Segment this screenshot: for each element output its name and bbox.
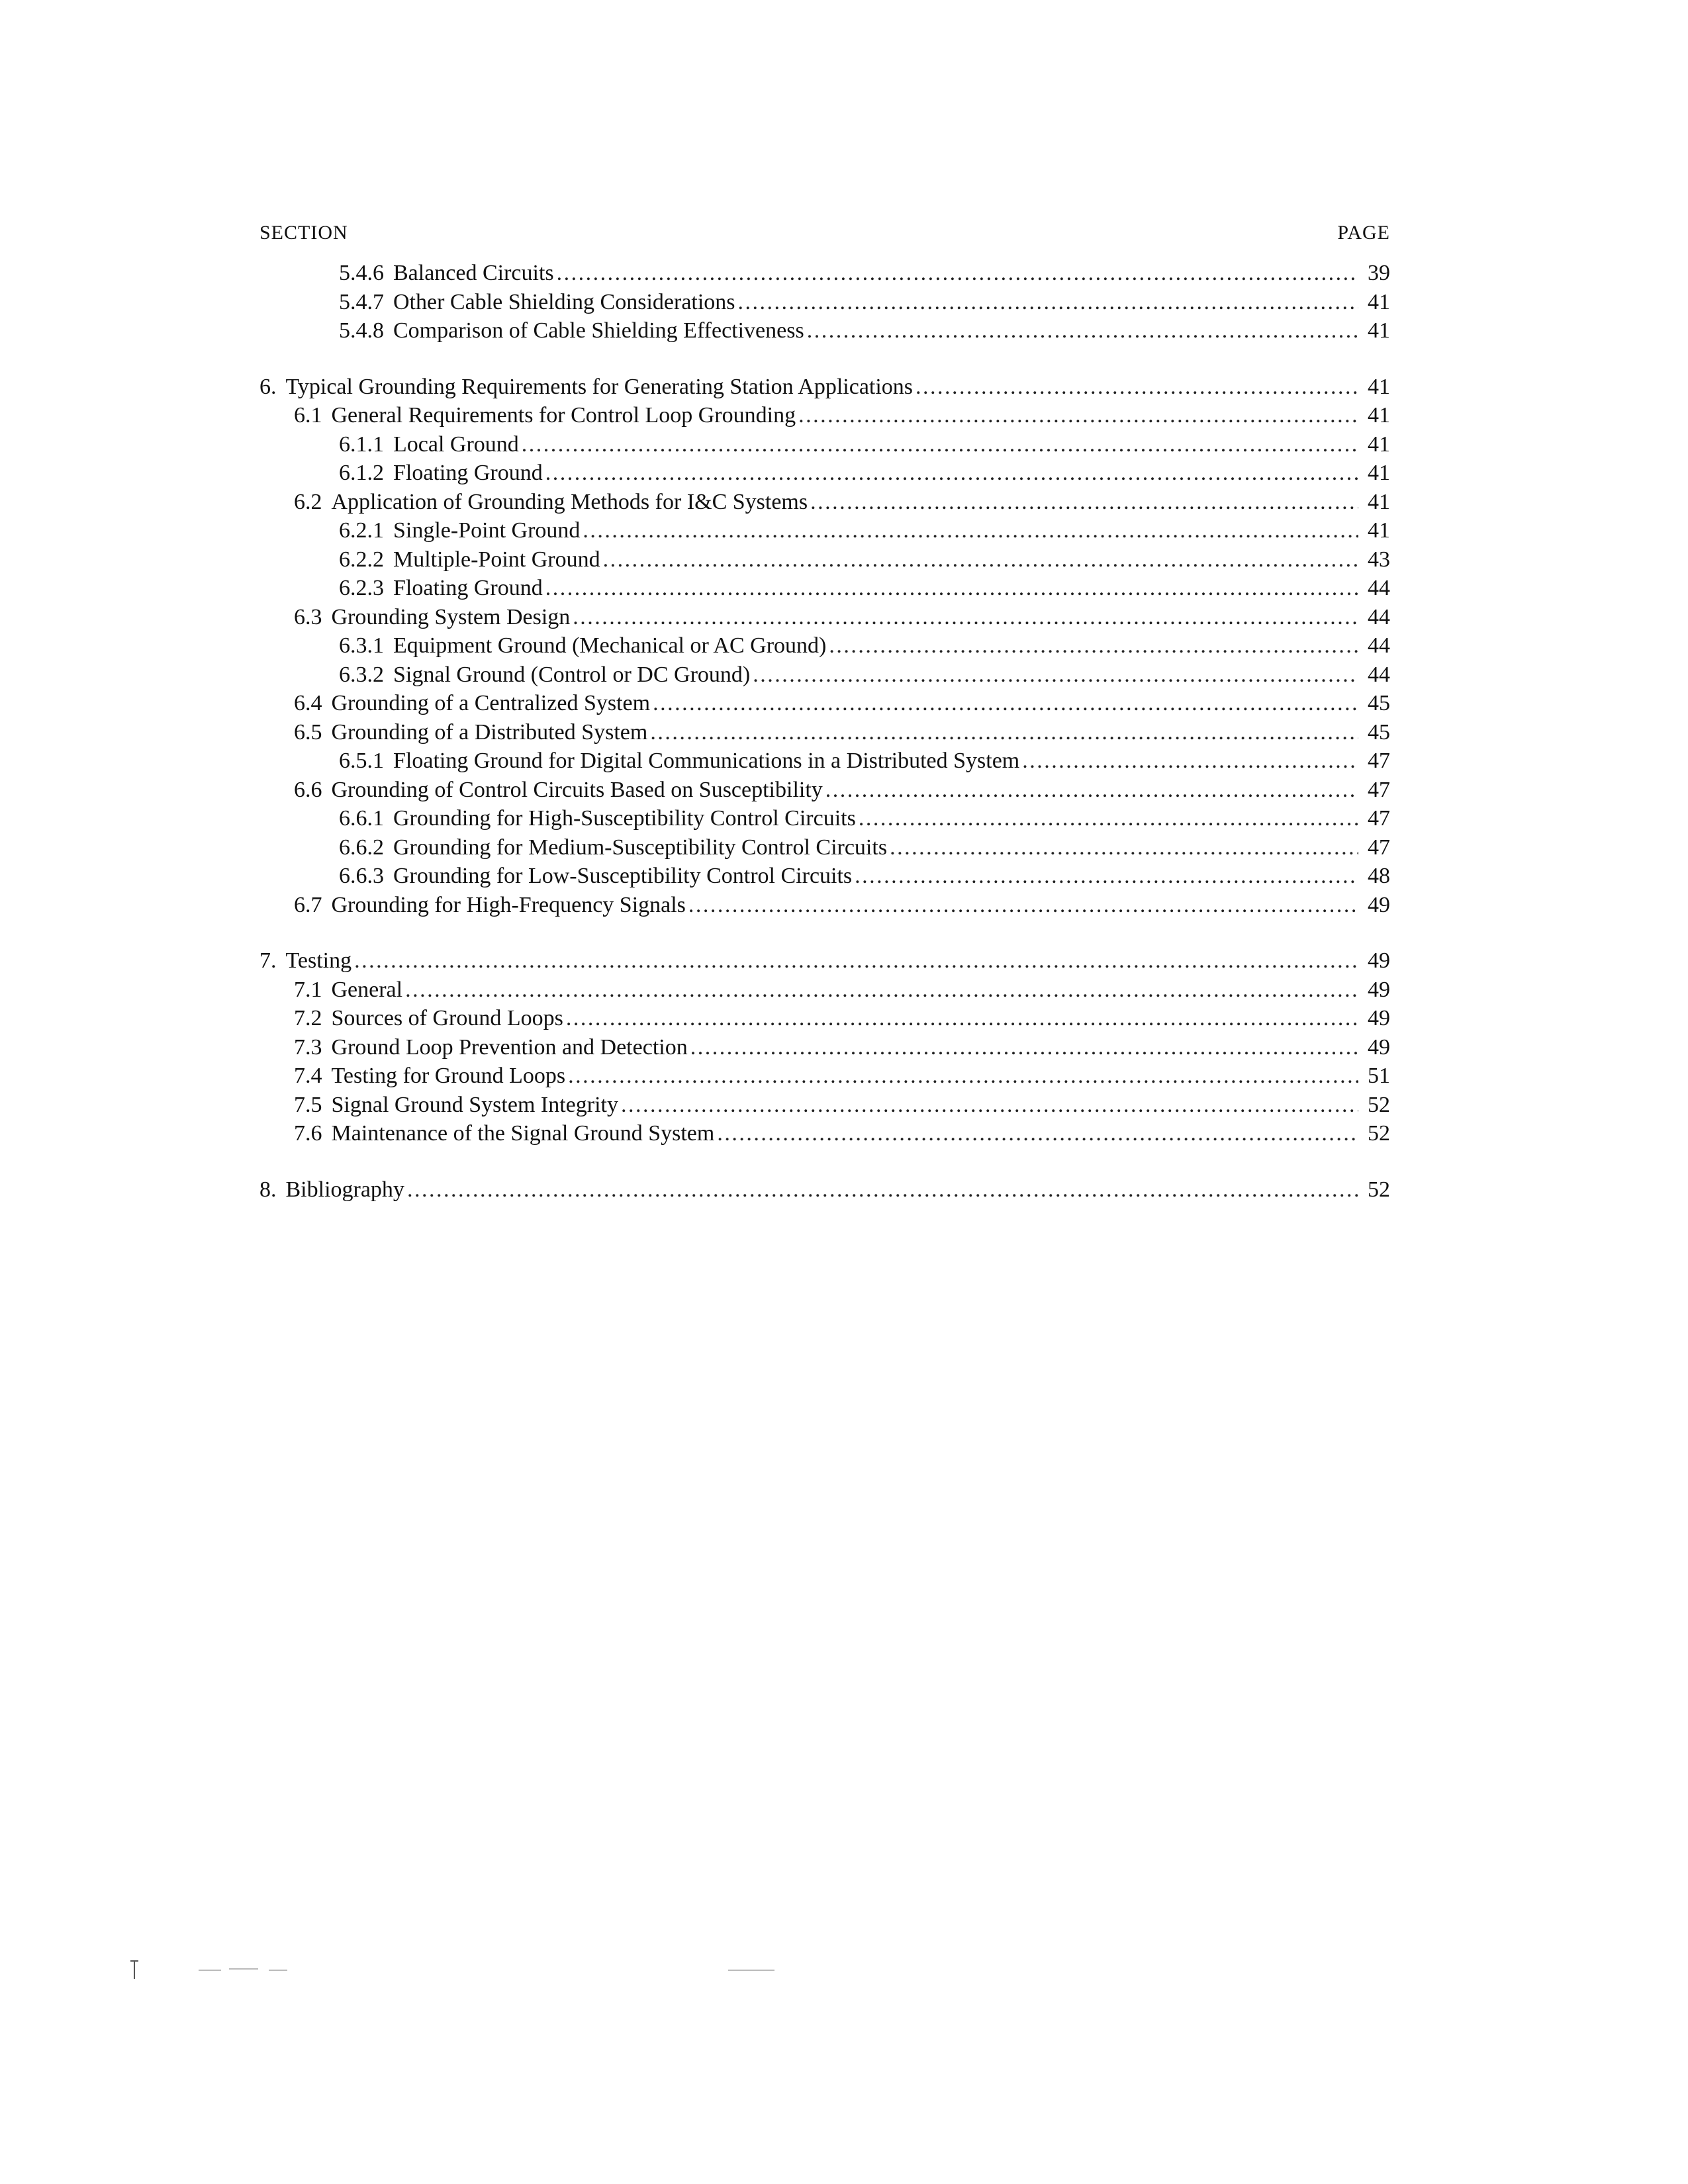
toc-entry-page: 49 <box>1368 977 1390 1002</box>
toc-entry-page: 41 <box>1368 489 1390 514</box>
toc-entry-number: 7.4 <box>294 1064 322 1088</box>
toc-entry-page: 43 <box>1368 547 1390 572</box>
toc-entry-page: 52 <box>1368 1121 1390 1146</box>
toc-entry-title: Floating Ground <box>393 576 543 600</box>
toc-entry-page: 49 <box>1368 948 1390 973</box>
toc-entry-number: 6.6.1 <box>339 806 384 831</box>
toc-entry-title: Typical Grounding Requirements for Generating Station Applications <box>285 374 914 399</box>
toc-entry-page: 52 <box>1368 1177 1390 1202</box>
toc-entry <box>259 718 1390 747</box>
toc-entry-number: 7.6 <box>294 1121 322 1146</box>
dot-leader <box>829 631 1358 660</box>
toc-entry-page: 44 <box>1368 576 1390 600</box>
toc-entry-page: 49 <box>1368 892 1390 917</box>
toc-entry-title: Application of Grounding Methods for I&C Systems <box>331 489 808 514</box>
toc-entry-number: 6.1 <box>294 403 322 428</box>
toc-entry-page: 44 <box>1368 604 1390 629</box>
dot-leader <box>1022 747 1358 776</box>
toc-entry-page: 41 <box>1368 374 1390 399</box>
toc-entry-page: 49 <box>1368 1034 1390 1060</box>
dot-leader <box>545 459 1358 488</box>
scan-smudge <box>728 1970 774 1971</box>
toc-entry-number: 6.6 <box>294 777 322 802</box>
toc-entry-number: 7.2 <box>294 1006 322 1030</box>
toc-entry-page: 41 <box>1368 289 1390 314</box>
toc-entry-title: Sources of Ground Loops <box>331 1006 563 1030</box>
dot-leader <box>653 689 1358 718</box>
toc-entry-number: 6.6.3 <box>339 864 384 888</box>
toc-entry-number: 8. <box>259 1177 277 1202</box>
toc-entry-number: 6.6.2 <box>339 835 384 860</box>
dot-leader <box>573 603 1358 632</box>
toc-entry-title: Ground Loop Prevention and Detection <box>331 1034 688 1060</box>
dot-leader <box>890 833 1358 862</box>
toc-entry <box>259 833 1390 862</box>
toc-entry-title: Bibliography <box>285 1177 404 1202</box>
toc-entry-title: Grounding for High-Frequency Signals <box>331 892 686 917</box>
toc-entry <box>259 430 1390 459</box>
table-of-contents <box>259 222 1390 1204</box>
toc-entry <box>259 1119 1390 1148</box>
toc-entry <box>259 804 1390 833</box>
toc-entry <box>259 976 1390 1005</box>
dot-leader <box>621 1091 1358 1120</box>
toc-entry-title: Local Ground <box>393 432 519 457</box>
dot-leader <box>568 1062 1358 1091</box>
toc-entry-page: 48 <box>1368 864 1390 888</box>
toc-entry-page: 52 <box>1368 1092 1390 1117</box>
toc-entry <box>259 689 1390 718</box>
toc-entry-page: 39 <box>1368 261 1390 285</box>
scan-smudge <box>229 1968 258 1970</box>
dot-leader <box>522 430 1358 459</box>
toc-entry-title: Equipment Ground (Mechanical or AC Ground) <box>393 633 827 658</box>
toc-entry <box>259 459 1390 488</box>
toc-entry-title: Grounding of a Centralized System <box>331 691 651 715</box>
dot-leader <box>855 862 1358 891</box>
toc-entry-title: Comparison of Cable Shielding Effectiveness <box>393 318 804 343</box>
toc-entry-page: 41 <box>1368 318 1390 343</box>
toc-entry-title: Single-Point Ground <box>393 518 581 543</box>
dot-leader <box>583 516 1358 545</box>
toc-entry-page: 44 <box>1368 662 1390 687</box>
toc-entry <box>259 1033 1390 1062</box>
toc-entry <box>259 259 1390 288</box>
toc-entry <box>259 660 1390 690</box>
toc-header <box>259 222 1390 259</box>
scan-artifacts <box>132 1959 861 1979</box>
toc-entry <box>259 891 1390 920</box>
toc-entry-number: 6.3.1 <box>339 633 384 658</box>
toc-entry-number: 5.4.8 <box>339 318 384 343</box>
toc-entry-title: Testing for Ground Loops <box>331 1064 566 1088</box>
toc-entry-number: 6.5 <box>294 719 322 745</box>
toc-entry-page: 47 <box>1368 749 1390 773</box>
toc-entry-title: Floating Ground for Digital Communications in a Distributed System <box>393 749 1020 773</box>
toc-entry-number: 6.3 <box>294 604 322 629</box>
toc-entry-page: 41 <box>1368 432 1390 457</box>
toc-entry-title: General <box>331 977 403 1002</box>
toc-entry-title: Testing <box>285 948 352 973</box>
toc-entry-number: 6.1.1 <box>339 432 384 457</box>
toc-entry-title: Grounding of a Distributed System <box>331 719 648 745</box>
toc-entry <box>259 1175 1390 1205</box>
toc-entry <box>259 288 1390 317</box>
toc-entry-title: Multiple-Point Ground <box>393 547 600 572</box>
toc-entry-title: Grounding System Design <box>331 604 571 629</box>
toc-entry-title: General Requirements for Control Loop Grounding <box>331 403 796 428</box>
toc-entry-title: Floating Ground <box>393 461 543 485</box>
toc-entry <box>259 316 1390 345</box>
toc-entry-page: 45 <box>1368 719 1390 745</box>
toc-entry-number: 6.4 <box>294 691 322 715</box>
dot-leader <box>688 891 1358 920</box>
toc-entry-number: 6.1.2 <box>339 461 384 485</box>
toc-entry-page: 47 <box>1368 777 1390 802</box>
toc-entry-page: 49 <box>1368 1006 1390 1030</box>
toc-entry-number: 6.2.2 <box>339 547 384 572</box>
toc-entry <box>259 603 1390 632</box>
scan-smudge <box>269 1970 287 1971</box>
toc-entry-number: 6.7 <box>294 892 322 917</box>
toc-entry-title: Grounding of Control Circuits Based on Susceptibility <box>331 777 823 802</box>
toc-entry-title: Grounding for Medium-Susceptibility Control Circuits <box>393 835 888 860</box>
toc-entry-number: 6.2.3 <box>339 576 384 600</box>
toc-entry-number: 6.2 <box>294 489 322 514</box>
dot-leader <box>738 288 1358 317</box>
toc-entry <box>259 631 1390 660</box>
toc-entry <box>259 1062 1390 1091</box>
toc-entry-number: 6.3.2 <box>339 662 384 687</box>
toc-entry-number: 7. <box>259 948 277 973</box>
toc-entry-page: 44 <box>1368 633 1390 658</box>
toc-entry-number: 6.5.1 <box>339 749 384 773</box>
dot-leader <box>603 545 1358 574</box>
toc-entry-number: 6. <box>259 374 277 399</box>
toc-entry <box>259 862 1390 891</box>
toc-entry-number: 7.5 <box>294 1092 322 1117</box>
toc-entry-number: 7.1 <box>294 977 322 1002</box>
dot-leader <box>354 946 1358 976</box>
section-column-label: SECTION <box>259 222 348 244</box>
toc-entry-title: Signal Ground System Integrity <box>331 1092 618 1117</box>
toc-entry-title: Grounding for Low-Susceptibility Control Circuits <box>393 864 853 888</box>
toc-entry-page: 41 <box>1368 461 1390 485</box>
toc-entry <box>259 373 1390 402</box>
dot-leader <box>545 574 1358 603</box>
dot-leader <box>650 718 1358 747</box>
toc-entry-page: 47 <box>1368 835 1390 860</box>
toc-entry-list <box>259 259 1390 1204</box>
toc-entry <box>259 1004 1390 1033</box>
dot-leader <box>798 401 1358 430</box>
toc-entry <box>259 1091 1390 1120</box>
dot-leader <box>753 660 1358 690</box>
toc-entry-title: Balanced Circuits <box>393 261 554 285</box>
toc-entry <box>259 946 1390 976</box>
dot-leader <box>810 488 1358 517</box>
dot-leader <box>405 976 1358 1005</box>
scan-smudge <box>199 1970 221 1971</box>
toc-entry-number: 7.3 <box>294 1034 322 1060</box>
toc-entry <box>259 516 1390 545</box>
toc-entry <box>259 545 1390 574</box>
dot-leader <box>859 804 1358 833</box>
toc-entry <box>259 747 1390 776</box>
toc-entry <box>259 488 1390 517</box>
scan-mark-icon <box>132 1959 136 1979</box>
dot-leader <box>566 1004 1358 1033</box>
toc-entry-title: Other Cable Shielding Considerations <box>393 289 735 314</box>
dot-leader <box>825 776 1358 805</box>
dot-leader <box>557 259 1358 288</box>
page-column-label: PAGE <box>1337 222 1390 244</box>
dot-leader <box>915 373 1358 402</box>
toc-entry-page: 47 <box>1368 806 1390 831</box>
toc-entry <box>259 574 1390 603</box>
toc-entry-page: 41 <box>1368 403 1390 428</box>
toc-entry-title: Grounding for High-Susceptibility Control Circuits <box>393 806 856 831</box>
toc-entry-title: Signal Ground (Control or DC Ground) <box>393 662 751 687</box>
dot-leader <box>407 1175 1358 1205</box>
toc-entry-page: 41 <box>1368 518 1390 543</box>
toc-entry-page: 51 <box>1368 1064 1390 1088</box>
dot-leader <box>717 1119 1358 1148</box>
dot-leader <box>807 316 1358 345</box>
toc-entry-number: 5.4.7 <box>339 289 384 314</box>
toc-entry-title: Maintenance of the Signal Ground System <box>331 1121 715 1146</box>
toc-entry-number: 6.2.1 <box>339 518 384 543</box>
toc-entry-number: 5.4.6 <box>339 261 384 285</box>
toc-entry <box>259 776 1390 805</box>
toc-entry-page: 45 <box>1368 691 1390 715</box>
toc-entry <box>259 401 1390 430</box>
dot-leader <box>690 1033 1358 1062</box>
